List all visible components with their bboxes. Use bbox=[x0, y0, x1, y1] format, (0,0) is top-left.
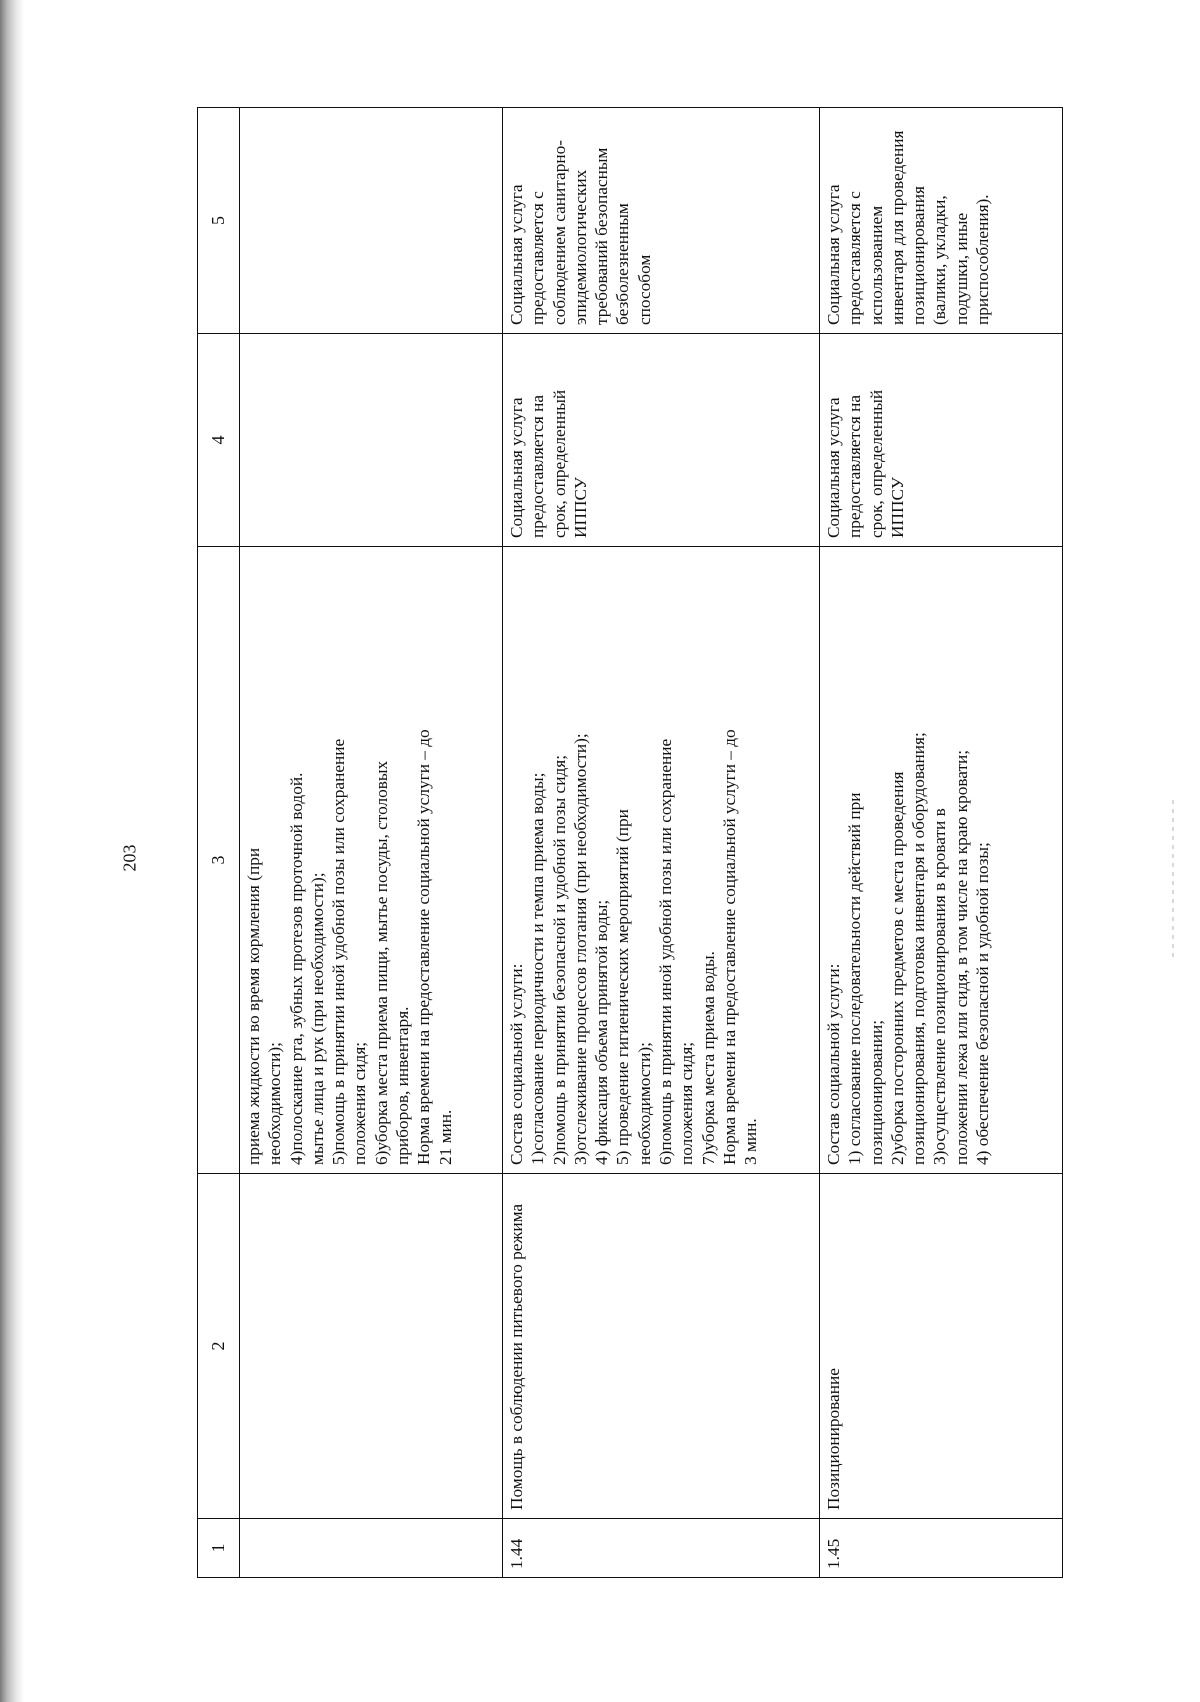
cell-text-line: приема жидкости во время кормления (при bbox=[244, 847, 263, 1165]
cell-text-line: срок, определенный bbox=[549, 389, 569, 538]
header-col-2: 2 bbox=[198, 1174, 240, 1519]
service-conditions-cell bbox=[240, 108, 503, 334]
cell-text-line: 6)уборка места приема пищи, мытье посуды, столовых bbox=[371, 760, 391, 1165]
cell-text-line: 4) фиксация объема принятой воды; bbox=[592, 899, 612, 1165]
cell-text-line: срок, определенный bbox=[866, 389, 886, 538]
cell-text-line: позиционирования, подготовка инвентаря и оборудования; bbox=[909, 732, 929, 1165]
table-row bbox=[820, 108, 1063, 1578]
row-number-cell: 1.44 bbox=[503, 1519, 820, 1578]
service-conditions-cell bbox=[503, 108, 820, 334]
service-content-cell bbox=[820, 547, 1063, 1174]
service-content-cell bbox=[240, 547, 503, 1174]
cell-text-line: Социальная услуга bbox=[824, 397, 843, 538]
cell-text-line: предоставляется на bbox=[528, 394, 548, 538]
cell-text-line: способом bbox=[634, 254, 654, 325]
cell-text-line: 1)согласование периодичности и темпа приема воды; bbox=[528, 772, 548, 1165]
cell-text-line: безболезненным bbox=[613, 203, 633, 325]
cell-text-line: эпидемиологических bbox=[570, 169, 590, 325]
cell-text-line: Состав социальной услуги: bbox=[507, 963, 526, 1165]
cell-text-line: соблюдением санитарно- bbox=[549, 140, 569, 325]
cell-text-line: приспособления). bbox=[973, 194, 993, 325]
cell-text-line: требований безопасным bbox=[592, 147, 612, 325]
header-col-3: 3 bbox=[198, 547, 240, 1174]
cell-text-line: 2)помощь в принятии безопасной и удобной позы сидя; bbox=[549, 755, 569, 1165]
cell-text-line: ИППСУ bbox=[887, 477, 907, 538]
cell-text-line: предоставляется с bbox=[528, 191, 548, 325]
rotated-table-container bbox=[197, 108, 1062, 1578]
cell-text-line: 21 мин. bbox=[435, 1109, 455, 1165]
cell-text-line: позиционирования bbox=[909, 186, 929, 325]
cell-text-line: Социальная услуга bbox=[507, 397, 526, 538]
cell-text-line: подушки, иные bbox=[951, 212, 971, 325]
scan-artifact bbox=[1172, 800, 1174, 960]
cell-text-line: необходимости); bbox=[634, 1042, 654, 1165]
service-term-cell bbox=[503, 334, 820, 547]
service-term-cell bbox=[820, 334, 1063, 547]
service-name-cell bbox=[240, 1174, 503, 1519]
cell-text-line: Состав социальной услуги: bbox=[824, 963, 843, 1165]
header-col-1: 1 bbox=[198, 1519, 240, 1578]
cell-text-line: предоставляется на bbox=[845, 394, 865, 538]
cell-text-line: Норма времени на предоставление социальной услуги – до bbox=[414, 729, 434, 1165]
cell-text-line: 6)помощь в принятии иной удобной позы или сохранение bbox=[656, 738, 676, 1165]
cell-text-line: инвентаря для проведения bbox=[887, 130, 907, 325]
page-number: 203 bbox=[119, 844, 140, 872]
cell-text-line: использованием bbox=[866, 205, 886, 325]
cell-text-line: 2)уборка посторонних предметов с места проведения bbox=[887, 771, 907, 1165]
services-table bbox=[197, 107, 1063, 1578]
cell-text-line: мытье лица и рук (при необходимости); bbox=[307, 872, 327, 1165]
cell-text-line: ИППСУ bbox=[570, 477, 590, 538]
cell-text-line: 4) обеспечение безопасной и удобной позы; bbox=[973, 842, 993, 1165]
cell-text-line: положении лежа или сидя, в том числе на краю кровати; bbox=[951, 749, 971, 1165]
cell-text-line: приборов, инвентаря. bbox=[393, 1006, 413, 1165]
cell-text-line: позиционировании; bbox=[866, 1019, 886, 1165]
cell-text-line: (валики, укладки, bbox=[930, 195, 950, 325]
scan-edge-shadow bbox=[0, 0, 24, 1702]
service-name-cell: Помощь в соблюдении питьевого режима bbox=[503, 1174, 820, 1519]
row-number-cell bbox=[240, 1519, 503, 1578]
cell-text-line: 1) согласование последовательности действий при bbox=[845, 792, 865, 1165]
cell-text-line: 5)помощь в принятии иной удобной позы или сохранение bbox=[329, 738, 349, 1165]
cell-text-line: предоставляется с bbox=[845, 191, 865, 325]
cell-text-line: 4)полоскание рта, зубных протезов проточной водой. bbox=[286, 772, 306, 1165]
header-col-5: 5 bbox=[198, 108, 240, 334]
header-col-4: 4 bbox=[198, 334, 240, 547]
row-number-cell: 1.45 bbox=[820, 1519, 1063, 1578]
cell-text-line: необходимости); bbox=[265, 1042, 285, 1165]
cell-text-line: 7)уборка места приема воды. bbox=[698, 951, 718, 1165]
cell-text-line: 3 мин. bbox=[741, 1118, 761, 1165]
service-conditions-cell bbox=[820, 108, 1063, 334]
cell-text-line: 3)осуществление позиционирования в кровати в bbox=[930, 808, 950, 1165]
cell-text-line: 3)отслеживание процессов глотания (при необходимости); bbox=[570, 733, 590, 1165]
cell-text-line: положения сидя; bbox=[350, 1041, 370, 1165]
cell-text-line: Социальная услуга bbox=[824, 184, 843, 325]
cell-text-line: положения сидя; bbox=[677, 1041, 697, 1165]
service-name-cell: Позиционирование bbox=[820, 1174, 1063, 1519]
cell-text-line: Норма времени на предоставление социальной услуги – до bbox=[719, 729, 739, 1165]
service-term-cell bbox=[240, 334, 503, 547]
table-row bbox=[240, 108, 503, 1578]
cell-text-line: 5) проведение гигиенических мероприятий (при bbox=[613, 809, 633, 1165]
table-header-row bbox=[198, 108, 240, 1578]
cell-text-line: Социальная услуга bbox=[507, 184, 526, 325]
service-content-cell bbox=[503, 547, 820, 1174]
table-row bbox=[503, 108, 820, 1578]
